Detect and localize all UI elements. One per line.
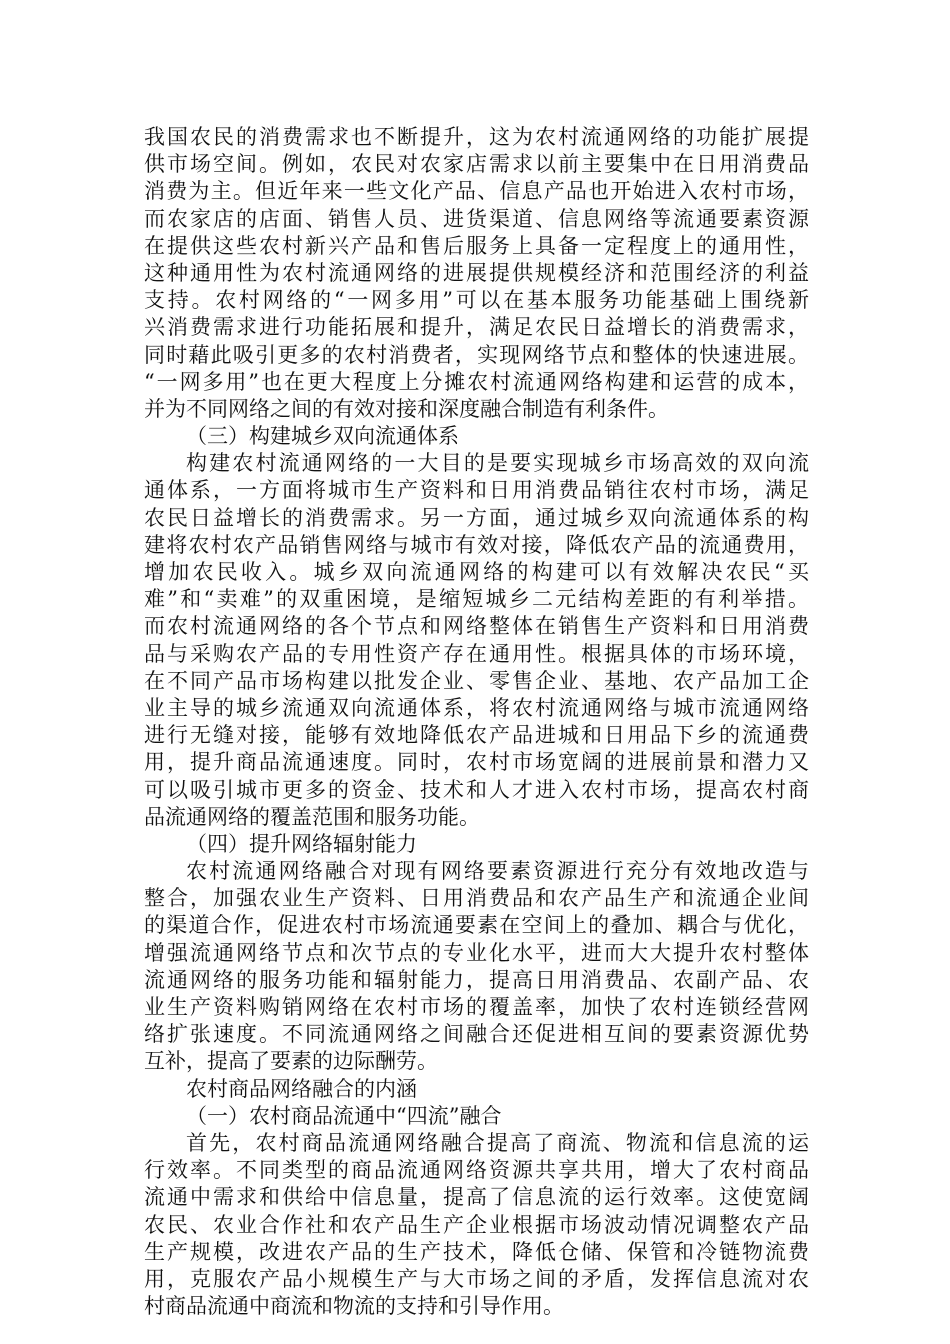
text-line: 难”和“卖难”的双重困境，是缩短城乡二元结构差距的有利举措。 <box>144 587 809 612</box>
text-line: 用，提升商品流通速度。同时，农村市场宽阔的进展前景和潜力又 <box>144 750 809 775</box>
text-line: 而农家店的店面、销售人员、进货渠道、信息网络等流通要素资源 <box>144 206 809 231</box>
text-line: 可以吸引城市更多的资金、技术和人才进入农村市场，提高农村商 <box>144 777 809 802</box>
text-line: 消费为主。但近年来一些文化产品、信息产品也开始进入农村市场， <box>144 179 809 204</box>
text-line: 农民日益增长的消费需求。另一方面，通过城乡双向流通体系的构 <box>144 505 809 530</box>
text-line: 流通中需求和供给中信息量，提高了信息流的运行效率。这使宽阔 <box>144 1185 809 1210</box>
text-line: 在提供这些农村新兴产品和售后服务上具备一定程度上的通用性， <box>144 233 809 258</box>
text-line: 构建农村流通网络的一大目的是要实现城乡市场高效的双向流 <box>186 451 809 476</box>
section-heading: （三）构建城乡双向流通体系 <box>186 424 459 449</box>
text-line: 整合，加强农业生产资料、日用消费品和农产品生产和流通企业间 <box>144 886 809 911</box>
text-line: 流通网络的服务功能和辐射能力，提高日用消费品、农副产品、农 <box>144 967 809 992</box>
text-line: 供市场空间。例如，农民对农家店需求以前主要集中在日用消费品 <box>144 152 809 177</box>
text-line: 支持。农村网络的“一网多用”可以在基本服务功能基础上围绕新 <box>144 288 809 313</box>
text-line: 兴消费需求进行功能拓展和提升，满足农民日益增长的消费需求， <box>144 315 809 340</box>
text-line: 业主导的城乡流通双向流通体系，将农村流通网络与城市流通网络 <box>144 695 809 720</box>
text-line: 农村流通网络融合对现有网络要素资源进行充分有效地改造与 <box>186 859 809 884</box>
section-heading: （一）农村商品流通中“四流”融合 <box>186 1103 502 1128</box>
section-heading: 农村商品网络融合的内涵 <box>186 1076 417 1101</box>
text-line: 用，克服农产品小规模生产与大市场之间的矛盾，发挥信息流对农 <box>144 1266 809 1291</box>
text-line: 行效率。不同类型的商品流通网络资源共享共用，增大了农村商品 <box>144 1158 809 1183</box>
text-line: 互补，提高了要素的边际酬劳。 <box>144 1049 438 1074</box>
text-line: 增强流通网络节点和次节点的专业化水平，进而大大提升农村整体 <box>144 940 809 965</box>
text-line: 品与采购农产品的专用性资产存在通用性。根据具体的市场环境， <box>144 641 809 666</box>
text-line: 并为不同网络之间的有效对接和深度融合制造有利条件。 <box>144 396 669 421</box>
text-line: 这种通用性为农村流通网络的进展提供规模经济和范围经济的利益 <box>144 260 809 285</box>
text-line: 品流通网络的覆盖范围和服务功能。 <box>144 804 480 829</box>
text-line: 首先，农村商品流通网络融合提高了商流、物流和信息流的运 <box>186 1130 809 1155</box>
text-line: 络扩张速度。不同流通网络之间融合还促进相互间的要素资源优势 <box>144 1022 809 1047</box>
text-line: 生产规模，改进农产品的生产技术，降低仓储、保管和冷链物流费 <box>144 1239 809 1264</box>
text-line: 在不同产品市场构建以批发企业、零售企业、基地、农产品加工企 <box>144 668 809 693</box>
text-line: 我国农民的消费需求也不断提升，这为农村流通网络的功能扩展提 <box>144 125 809 149</box>
text-line: 村商品流通中商流和物流的支持和引导作用。 <box>144 1294 564 1319</box>
section-heading: （四）提升网络辐射能力 <box>186 831 417 856</box>
text-line: 增加农民收入。城乡双向流通网络的构建可以有效解决农民“买 <box>144 560 809 584</box>
text-line: 农民、农业合作社和农产品生产企业根据市场波动情况调整农产品 <box>144 1212 809 1237</box>
text-line: 通体系，一方面将城市生产资料和日用消费品销往农村市场，满足 <box>144 478 809 503</box>
text-line: 建将农村农产品销售网络与城市有效对接，降低农产品的流通费用， <box>144 532 809 557</box>
text-line: “一网多用”也在更大程度上分摊农村流通网络构建和运营的成本， <box>144 369 809 394</box>
text-line: 进行无缝对接，能够有效地降低农产品进城和日用品下乡的流通费 <box>144 723 809 748</box>
text-line: 的渠道合作，促进农村市场流通要素在空间上的叠加、耦合与优化， <box>144 913 809 938</box>
text-line: 而农村流通网络的各个节点和网络整体在销售生产资料和日用消费 <box>144 614 809 639</box>
text-line: 同时藉此吸引更多的农村消费者，实现网络节点和整体的快速进展。 <box>144 342 809 367</box>
document-page <box>144 124 809 1320</box>
text-line: 业生产资料购销网络在农村市场的覆盖率，加快了农村连锁经营网 <box>144 995 809 1019</box>
